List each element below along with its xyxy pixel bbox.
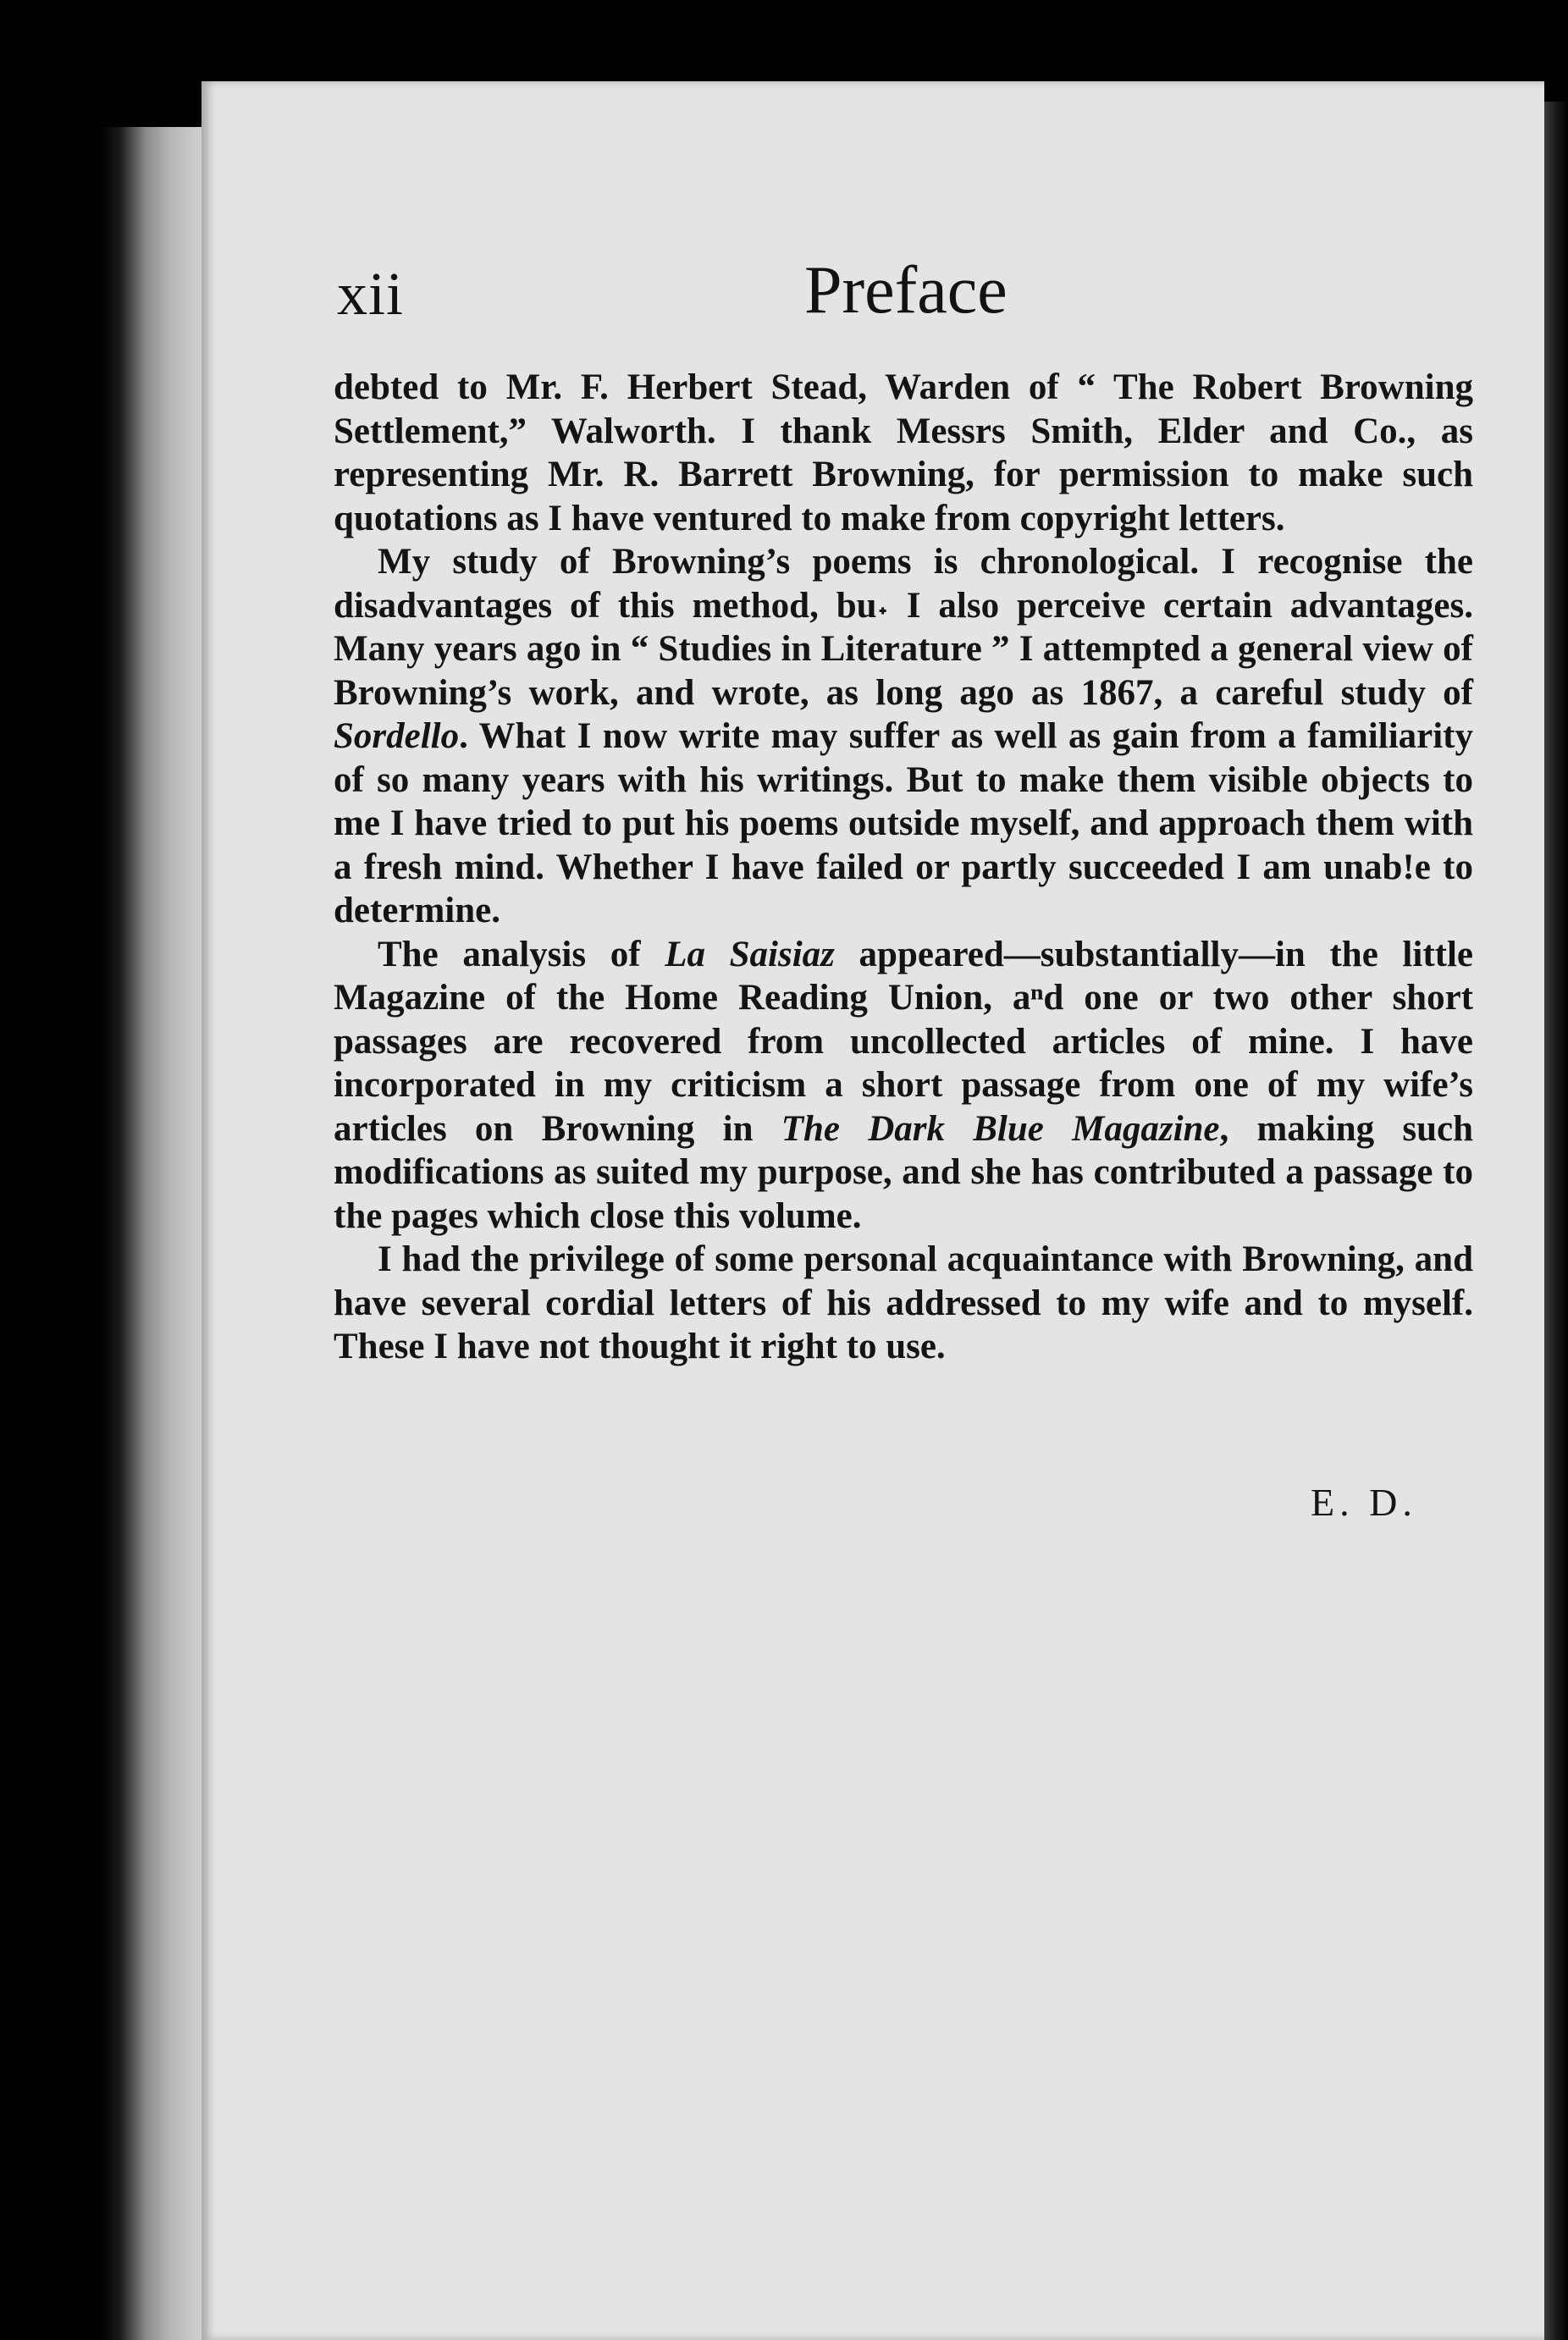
text-segment: debted to Mr. F. Herbert Stead, Warden of “ The Robert Browning Settlement,” Walworth. I thank Messrs Smith, Elder and Co., as representing Mr. R. Barrett Browning, for permission to make such quotations as I have ventured to make from copyright letters. — [334, 367, 1473, 538]
text-segment: I had the privilege of some personal acquaintance with Browning, and have several cordial letters of his addressed to my wife and to myself. These I have not thought it right to use. — [334, 1239, 1473, 1366]
text-segment: , making such modifications as suited my purpose, and she has contributed a passage to the pages which close this volume. — [334, 1108, 1473, 1236]
running-head: Preface — [804, 253, 1008, 328]
text-segment: My study of Browning’s poems is chronological. I recognise the disadvantages of this method, bu˖ I also perceive certain advantages. Many years ago in “ Studies in Literature ” I attempted a general view of Browning’s work, and wrote, as long ago as 1867, a careful study of — [334, 542, 1473, 713]
page-number: xii — [337, 260, 405, 328]
paragraph-acquaintance — [334, 1238, 1473, 1369]
binding-shadow — [100, 127, 202, 2340]
paragraph-acknowledgements — [334, 366, 1473, 540]
italic-title: The Dark Blue Magazine — [781, 1108, 1220, 1149]
paragraph-method — [334, 540, 1473, 933]
preface-body — [334, 366, 1473, 1369]
book-page — [202, 81, 1544, 2340]
text-segment: . What I now write may suffer as well as gain from a familiarity of so many years with his writings. But to make them visible objects to me I have tried to put his poems outside myself, and approach them with a fresh mind. Whether I have failed or partly succeeded I am unab!e to determine. — [334, 716, 1473, 930]
text-segment: appeared—substantially—in the little Magazine of the Home Reading Union, aⁿd one or two other short passages are recovered from uncollected articles of mine. I have incorporated in my criticism a short passage from one of my wife’s articles on Browning in — [334, 934, 1473, 1149]
text-segment: The analysis of — [378, 934, 665, 974]
italic-title: Sordello — [334, 716, 460, 756]
page-header — [202, 251, 1544, 344]
paragraph-sources — [334, 933, 1473, 1239]
author-initials: E. D. — [1311, 1481, 1417, 1524]
italic-title: La Saisiaz — [665, 934, 835, 974]
